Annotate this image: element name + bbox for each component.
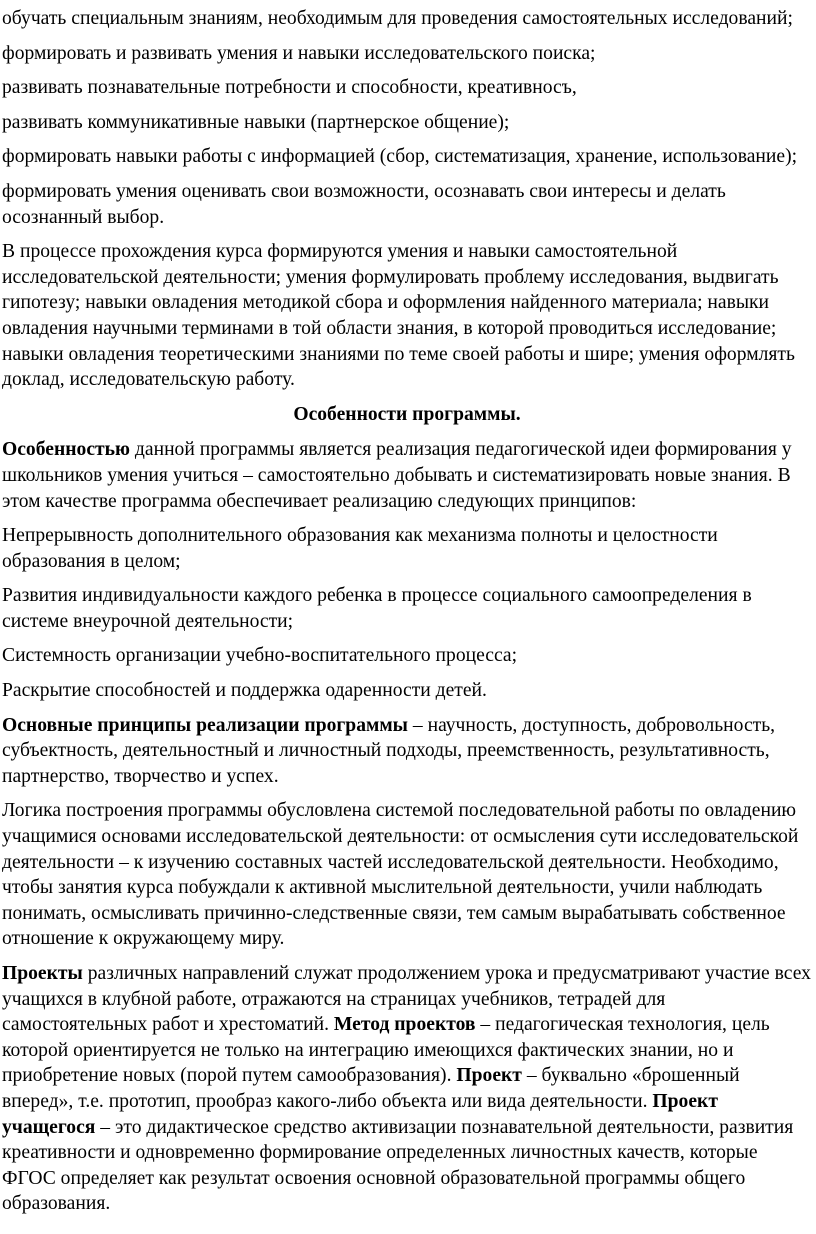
main-principles-paragraph xyxy=(0,713,812,790)
logic-paragraph: Логика построения программы обусловлена системой последовательной работы по овладению учащимися основами исследовательской деятельности: от осмысления сути исследовательской деятельности – к изучению составных частей исследовательской деятельности. Необходимо, чтобы занятия курса побуждали к активной мыслительной деятельности, учили наблюдать понимать, осмысливать причинно-следственные связи, тем самым вырабатывать собственное отношение к окружающему миру. xyxy=(2,800,799,950)
features-heading: Особенности программы. xyxy=(293,403,521,425)
student-project-text: – это дидактическое средство активизации познавательной деятельности, развития креативности и одновременно формирование определенных личностных качеств, которые ФГОС определяет как результат освоения основной образовательной программы общего образования. xyxy=(2,1116,794,1215)
project-method-term: Метод проектов xyxy=(333,1014,476,1036)
course-paragraph: В процессе прохождения курса формируются умения и навыки самостоятельной исследовательской деятельности; умения формулировать проблему исследования, выдвигать гипотезу; навыки овладения методикой сбора и оформления найденного материала; навыки овладения научными терминами в той области знания, в которой проводиться исследование; навыки овладения теоретическими знаниями по теме своей работы и шире; умения оформлять доклад, исследовательскую работу. xyxy=(2,241,795,391)
student-project-term: Проект учащегося xyxy=(2,1090,718,1138)
document-page xyxy=(0,6,812,1226)
goal-item: формировать и развивать умения и навыки исследовательского поиска; xyxy=(2,42,596,64)
goal-item: развивать коммуникативные навыки (партнерское общение); xyxy=(2,111,510,133)
goal-item: обучать специальным знаниям, необходимым для проведения самостоятельных исследований; xyxy=(2,8,793,29)
project-method-text: – педагогическая технология, цель которой ориентируется не только на интеграцию имеющихся фактических знании, но и приобретение новых (порой путем самообразования). xyxy=(2,1014,770,1087)
principle-item: Непрерывность дополнительного образования как механизма полноты и целостности образования в целом; xyxy=(2,525,718,572)
features-term: Особенностью xyxy=(2,439,131,461)
principle-item: Развития индивидуальности каждого ребенка в процессе социального самоопределения в системе внеурочной деятельности; xyxy=(2,585,752,632)
features-text: данной программы является реализация педагогической идеи формирования у школьников умения учиться – самостоятельно добывать и систематизировать новые знания. В этом качестве программа обеспечивает реализацию следующих принципов: xyxy=(2,439,792,512)
project-term: Проект xyxy=(456,1065,522,1087)
features-paragraph xyxy=(0,437,812,514)
principle-item: Раскрытие способностей и поддержка одаренности детей. xyxy=(2,680,487,702)
principle-item: Системность организации учебно-воспитательного процесса; xyxy=(2,645,518,667)
projects-paragraph xyxy=(0,961,812,1217)
projects-text: различных направлений служат продолжением урока и предусматривают участие всех учащихся в клубной работе, отражаются на страницах учебников, тетрадей для самостоятельных работ и хрестоматий. xyxy=(2,963,811,1036)
main-principles-term: Основные принципы реализации программы xyxy=(2,714,408,736)
main-principles-text: – научность, доступность, добровольность, субъектность, деятельностный и личностный подходы, преемственность, результативность, партнерство, творчество и успех. xyxy=(2,714,776,787)
goal-item: формировать навыки работы с информацией (сбор, систематизация, хранение, использование); xyxy=(2,146,798,168)
projects-term: Проекты xyxy=(2,963,83,984)
project-text: – буквально «брошенный вперед», т.е. прототип, прообраз какого-либо объекта или вида деятельности. xyxy=(2,1065,740,1112)
goal-item: формировать умения оценивать свои возможности, осознавать свои интересы и делать осознанный выбор. xyxy=(2,180,726,228)
goal-item: развивать познавательные потребности и способности, креативносъ, xyxy=(2,77,577,99)
